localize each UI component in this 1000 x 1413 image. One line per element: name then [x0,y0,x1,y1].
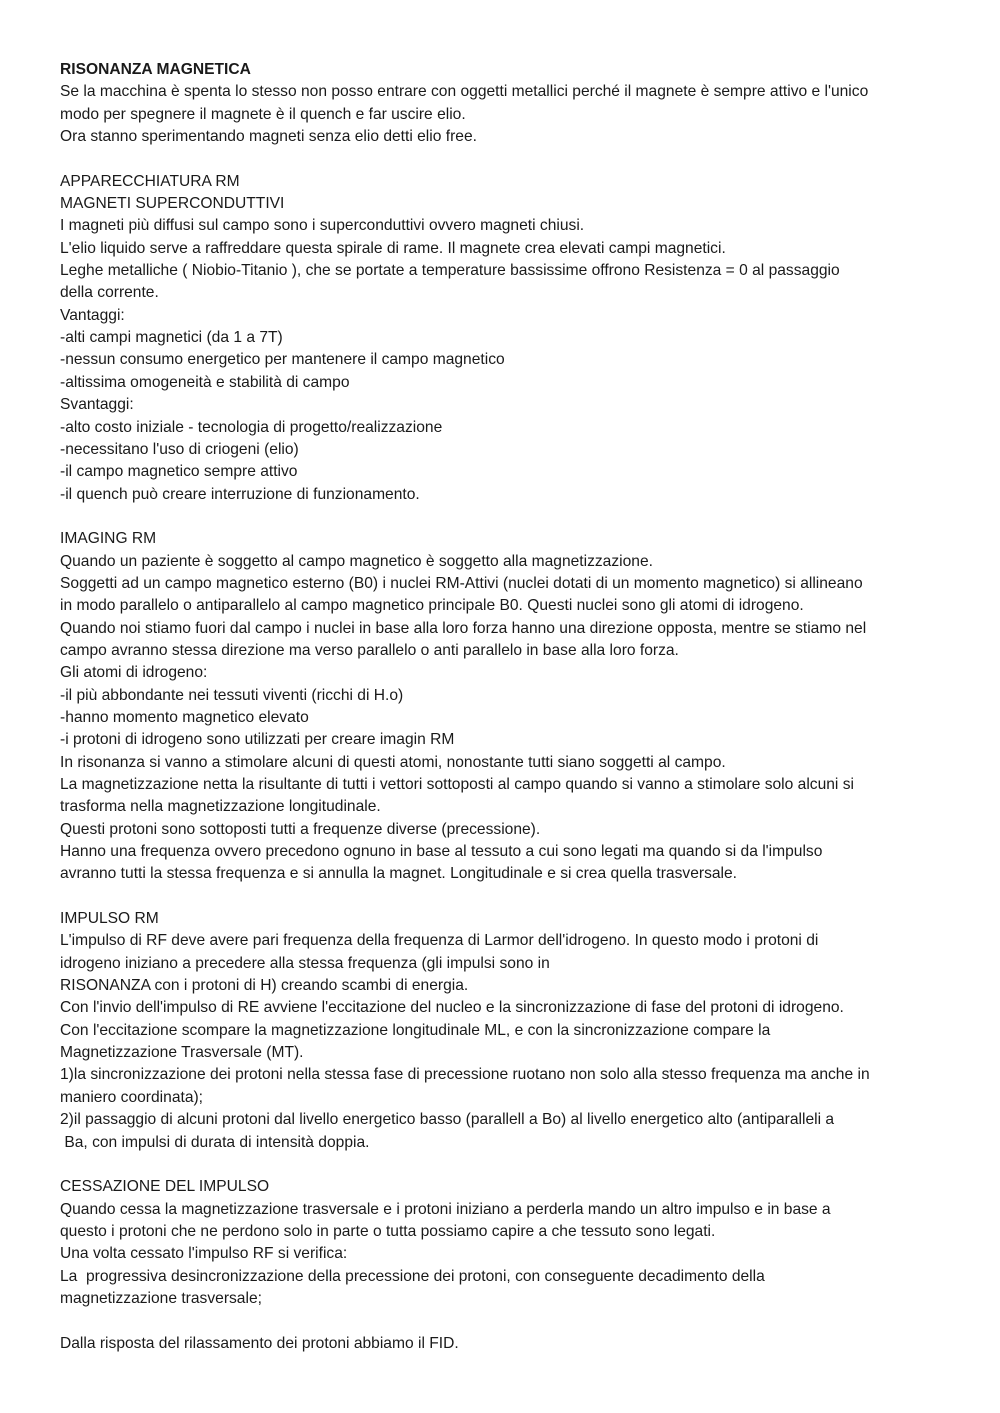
text-line: questo i protoni che ne perdono solo in parte o tutta possiamo capire a che tessuto sono legati. [60,1222,716,1240]
text-line: in modo parallelo o antiparallelo al campo magnetico principale B0. Questi nuclei sono gli atomi di idrogeno. [60,597,804,615]
text-line: Magnetizzazione Trasversale (MT). [60,1044,304,1062]
blank-line [60,886,940,908]
text-line: CESSAZIONE DEL IMPULSO [60,1178,270,1196]
blank-line [60,1154,940,1176]
text-line: della corrente. [60,284,159,302]
text-line: -necessitano l'uso di criogeni (elio) [60,440,299,458]
text-line: Se la macchina è spenta lo stesso non posso entrare con oggetti metallici perché il magnete è sempre attivo e l'unico [60,83,869,101]
text-line: MAGNETI SUPERCONDUTTIVI [60,195,285,213]
text-line: trasforma nella magnetizzazione longitudinale. [60,798,381,816]
text-line: -nessun consumo energetico per mantenere il campo magnetico [60,351,505,369]
document-title: RISONANZA MAGNETICA [60,61,251,78]
text-line: Ora stanno sperimentando magneti senza elio detti elio free. [60,128,477,146]
text-line: -altissima omogeneità e stabilità di campo [60,373,350,391]
text-line: -i protoni di idrogeno sono utilizzati per creare imagin RM [60,731,455,749]
text-line: Hanno una frequenza ovvero precedono ognuno in base al tessuto a cui sono legati ma quando si da l'impulso [60,843,823,861]
text-line: Dalla risposta del rilassamento dei protoni abbiamo il FID. [60,1334,459,1352]
text-line: Una volta cessato l'impulso RF si verifica: [60,1245,348,1263]
text-line: avranno tutti la stessa frequenza e si annulla la magnet. Longitudinale e si crea quella trasversale. [60,865,738,883]
blank-line [60,148,940,170]
text-line: Quando noi stiamo fuori dal campo i nuclei in base alla loro forza hanno una direzione opposta, mentre se stiamo nel [60,619,867,637]
text-line: 2)il passaggio di alcuni protoni dal livello energetico basso (parallell a Bo) al livello energetico alto (antiparalleli a [60,1111,835,1129]
text-line: Gli atomi di idrogeno: [60,664,208,682]
text-line: maniero coordinata); [60,1088,204,1106]
text-line: Questi protoni sono sottoposti tutti a frequenze diverse (precessione). [60,820,541,838]
text-line: idrogeno iniziano a precedere alla stessa frequenza (gli impulsi sono in [60,954,550,972]
text-line: magnetizzazione trasversale; [60,1289,262,1307]
text-line: Vantaggi: [60,306,125,324]
text-line: L'impulso di RF deve avere pari frequenza della frequenza di Larmor dell'idrogeno. In questo modo i protoni di [60,932,819,950]
text-line: -hanno momento magnetico elevato [60,708,309,726]
text-line: -il più abbondante nei tessuti viventi (ricchi di H.o) [60,686,404,704]
text-line: RISONANZA con i protoni di H) creando scambi di energia. [60,977,469,995]
text-line: Con l'invio dell'impulso di RE avviene l'eccitazione del nucleo e la sincronizzazione di fase del protoni di idrogeno. [60,999,844,1017]
text-line: -alto costo iniziale - tecnologia di progetto/realizzazione [60,418,443,436]
text-line: 1)la sincronizzazione dei protoni nella stessa fase di precessione ruotano non solo alla stesso frequenza ma anche in [60,1066,870,1084]
text-line: campo avranno stessa direzione ma verso parallelo o anti parallelo in base alla loro forza. [60,641,679,659]
text-line: -il quench può creare interruzione di funzionamento. [60,485,420,503]
text-line: Quando un paziente è soggetto al campo magnetico è soggetto alla magnetizzazione. [60,552,653,570]
text-line: I magneti più diffusi sul campo sono i superconduttivi ovvero magneti chiusi. [60,217,585,235]
text-line: APPARECCHIATURA RM [60,172,240,190]
blank-line [60,1310,940,1332]
text-line: IMPULSO RM [60,910,159,928]
text-line: modo per spegnere il magnete è il quench e far uscire elio. [60,105,466,123]
text-line: In risonanza si vanno a stimolare alcuni di questi atomi, nonostante tutti siano soggetti al campo. [60,753,726,771]
text-line: -alti campi magnetici (da 1 a 7T) [60,329,283,347]
text-line: IMAGING RM [60,530,157,548]
text-line: Con l'eccitazione scompare la magnetizzazione longitudinale ML, e con la sincronizzazione compare la [60,1021,771,1039]
text-line: Soggetti ad un campo magnetico esterno (B0) i nuclei RM-Attivi (nuclei dotati di un momento magnetico) si allineano [60,574,863,592]
text-line: -il campo magnetico sempre attivo [60,463,298,481]
text-line: Ba, con impulsi di durata di intensità doppia. [60,1133,370,1151]
text-line: Leghe metalliche ( Niobio-Titanio ), che se portate a temperature bassissime offrono Resistenza = 0 al passaggio [60,262,840,280]
text-line: Quando cessa la magnetizzazione trasversale e i protoni iniziano a perderla mando un altro impulso e in base a [60,1200,831,1218]
text-line: La progressiva desincronizzazione della precessione dei protoni, con conseguente decadimento della [60,1267,765,1285]
blank-line [60,506,940,528]
document-page [60,59,940,1355]
text-line: La magnetizzazione netta la risultante di tutti i vettori sottoposti al campo quando si vanno a stimolare solo alcuni si [60,776,854,793]
text-line: Svantaggi: [60,396,134,414]
text-line: L'elio liquido serve a raffreddare questa spirale di rame. Il magnete crea elevati campi magnetici. [60,239,726,257]
